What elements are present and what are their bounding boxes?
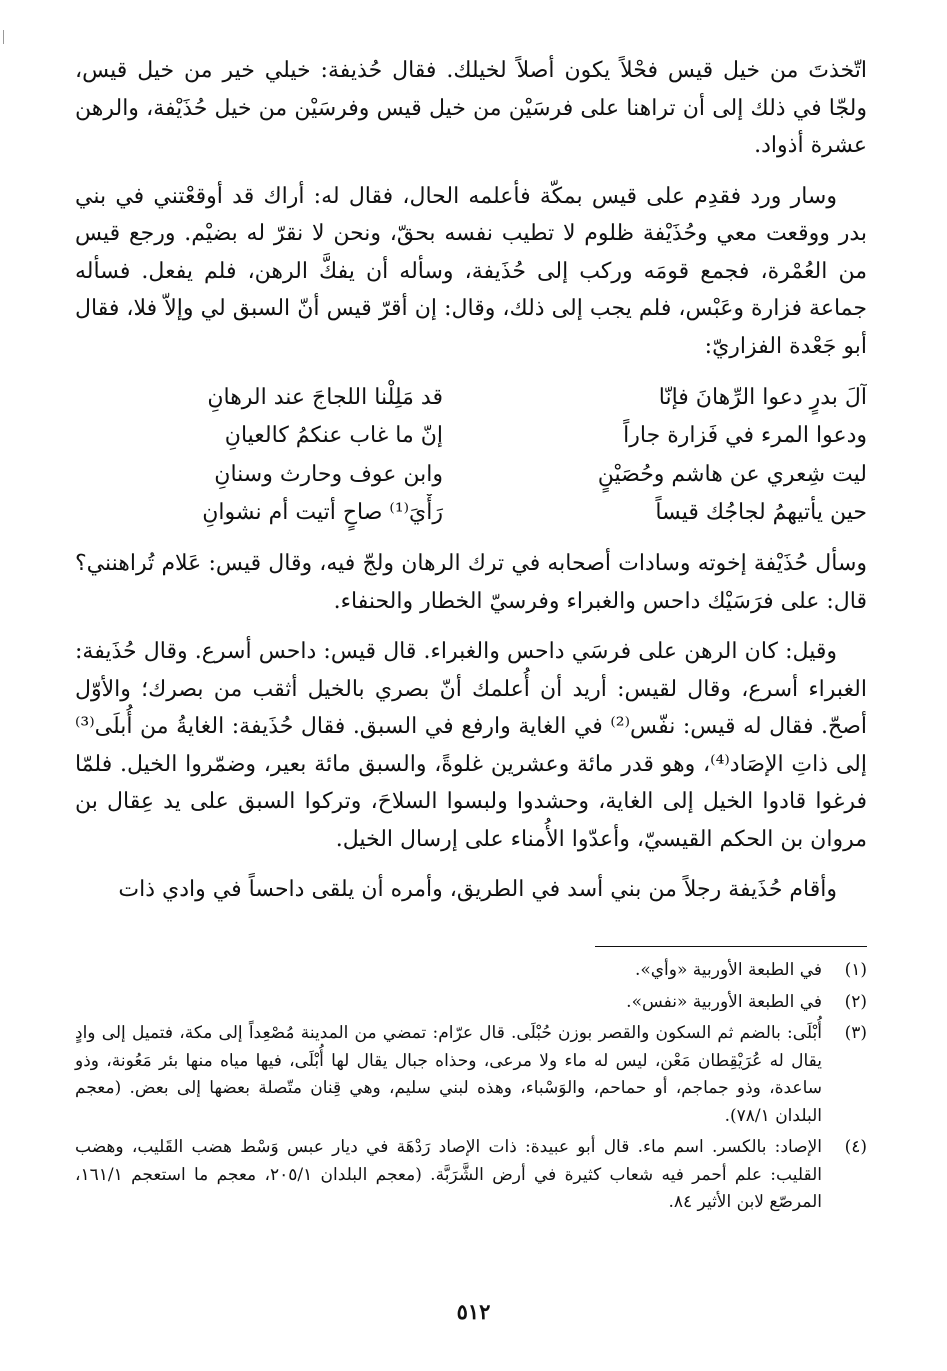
- verse-2-second-hemistich: إنّ ما غاب عنكمُ كالعيانِ: [224, 423, 443, 448]
- footnote-1: [75, 957, 867, 985]
- footnote-text: الإصاد: بالكسر. اسم ماء. قال أبو عبيدة: ذات الإصاد رَدْهَة في ديار عبس وَسْط هضب القَليب، وهضب القليب: علم أحمر فيه شعاب كثيرة في أرض الشَّرَبَّة. (معجم البلدان ٢٠٥/١، معجم ما استعجم ١٦١/١، المرصّع لابن الأثير ٨٤.: [75, 1137, 822, 1212]
- verse-4: [75, 494, 867, 533]
- verse-1-first-hemistich: آلَ بدرٍ دعوا الرِّهانَ فإنّا: [658, 384, 867, 410]
- page-number: ٥١٢: [456, 1299, 491, 1324]
- paragraph-4: وقيل: كان الرهن على فرسَي داحس والغبراء. قال قيس: داحس أسرع. وقال حُذَيفة: الغبراء أسرع، وقال لقيس: أريد أن أُعلمك أنّ بصري بالخيل أثقب من بصرك؛ والأوّل أصحّ. فقال له قيس: نفّس⁽²⁾ في الغاية وارفع في السبق. فقال حُذَيفة: الغايةُ من أُبلَى⁽³⁾ إلى ذاتِ الإصَاد⁽⁴⁾، وهو قدر مائة وعشرين غلوةً، والسبق مائة بعير، وضمّروا الخيل. فلمّا فرغوا قادوا الخيل إلى الغاية، وحشدوا ولبسوا السلاحَ، وتركوا السبق على يد عِقال بن مروان بن الحكم القيسيّ، وأعدّوا الأُمناء على إرسال الخيل.: [75, 639, 868, 852]
- verse-2: [75, 417, 867, 456]
- verse-3-first-hemistich: ليت شِعري عن هاشم وحُصَيْنٍ: [597, 461, 867, 487]
- verse-1-second-hemistich: قد مَلِلْنا اللجاجَ عند الرهانِ: [207, 384, 443, 410]
- verse-2-first-hemistich: ودعوا المرء في فَزارة جاراً: [623, 423, 867, 448]
- footnote-text: أُبْلَى: بالضم ثم السكون والقصر بوزن حُبْلَى. قال عرّام: تمضي من المدينة مُصْعِداً إلى مكة، فتميل إلى وادٍ يقال له عُرَيْقِطان مَعْن، ليس له ماء ولا مرعى، وحذاه جبال يقال لها أُبْلَى، فيها مياه منها بئر مَعُونة، وذو ساعدة، وذو جماجم، أو حماحم، والوَسْباء، وهذه لبني سليم، وهي قِنان متّصلة بعضها إلى بعض. (معجم البلدان ٧٨/١).: [75, 1023, 822, 1126]
- footnotes: [75, 957, 867, 1221]
- verse-3: [75, 455, 867, 494]
- footnote-2: [75, 989, 867, 1017]
- paragraph-2: وسار ورد فقدِم على قيس بمكّة فأعلمه الحال، فقال له: أراك قد أوقعْتني في بني بدر ووقعت معي وحُذَيْفة ظلوم لا تطيب نفسه بحقّ، ونحن لا نقرّ له بضيْم. ورجع قيس من العُمْرة، فجمع قومَه وركب إلى حُذَيفة، وسأله أن يفكَّ الرهن، فلم يفعل. فسأله جماعة فزارة وعَبْس، فلم يجب إلى ذلك، وقال: إن أقرّ قيس أنّ السبق لي وإلاّ فلا، فقال أبو جَعْدة الفزاريّ:: [75, 183, 867, 359]
- footnote-number: (١): [844, 960, 867, 980]
- footnote-number: (٤): [844, 1137, 867, 1157]
- verse-4-first-hemistich: حين يأتيهمُ لجاجُك قيساً: [655, 500, 867, 525]
- footnote-text: في الطبعة الأوربية «وأي».: [634, 960, 822, 980]
- footnote-3: [75, 1020, 867, 1130]
- main-text: [75, 52, 867, 922]
- paragraph-1: اتّخذتَ من خيل قيس فحْلاً يكون أصلاً لخيلك. فقال حُذيفة: خيلي خير من خيل قيس، ولجّا في ذلك إلى أن تراهنا على فرسَيْن من خيل قيس وفرسَيْن من خيل حُذَيْفة، والرهن عشرة أذواد.: [75, 58, 867, 158]
- verse-3-second-hemistich: وابن عوف وحارث وسنانِ: [214, 461, 443, 487]
- footnote-separator: [595, 946, 867, 947]
- verse-4-second-hemistich: رَأْيَ⁽¹⁾ صاحٍ أتيت أم نشوانِ: [202, 500, 443, 525]
- footnote-number: (٢): [844, 991, 867, 1012]
- scan-edge-mark: [3, 30, 4, 44]
- paragraph-5: وأقام حُذَيفة رجلاً من بني أسد في الطريق، وأمره أن يلقى داحساً في وادي ذات: [118, 877, 837, 902]
- verse-1: [75, 378, 867, 417]
- footnote-text: في الطبعة الأوربية «نفس».: [626, 991, 822, 1012]
- footnote-4: [75, 1134, 867, 1217]
- poem: [75, 378, 867, 532]
- paragraph-3: وسأل حُذَيْفة إخوته وسادات أصحابه في ترك الرهان ولجّ فيه، وقال قيس: عَلام تُراهنني؟ قال: على فرَسَيْك داحس والغبراء وفرسيّ الخطار والحنفاء.: [75, 551, 867, 614]
- footnote-number: (٣): [844, 1023, 867, 1043]
